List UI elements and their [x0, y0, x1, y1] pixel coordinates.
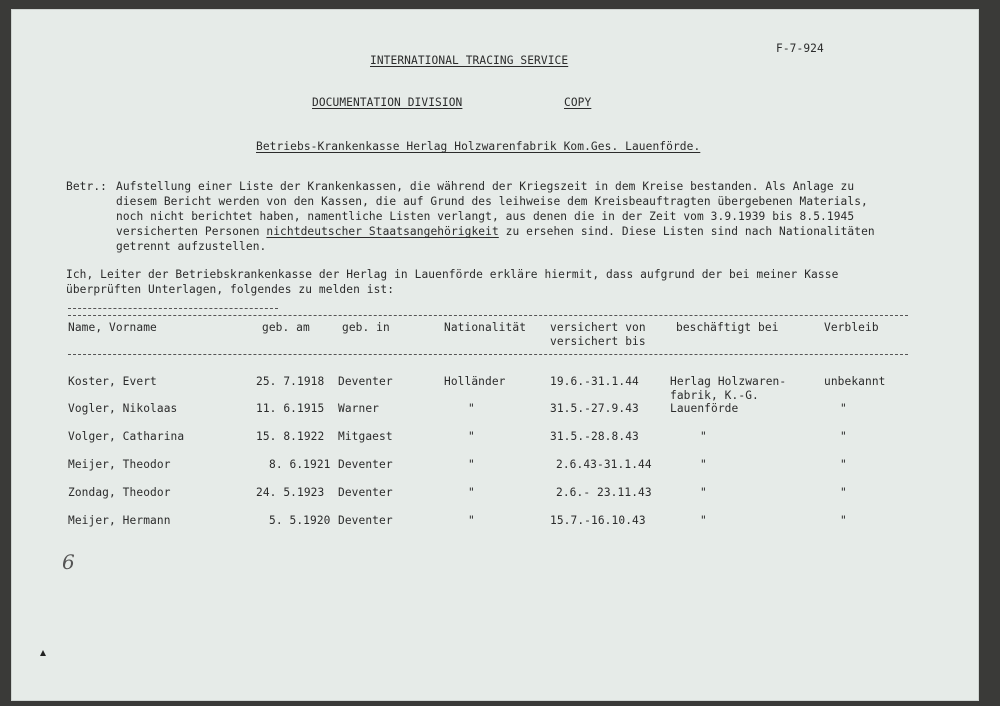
cell-nationality: " — [468, 430, 475, 443]
divider-top — [68, 315, 908, 316]
cell-name: Meijer, Hermann — [68, 514, 171, 527]
betr-line-4: versicherten Personen nichtdeutscher Staatsangehörigkeit zu ersehen sind. Diese Listen sind nach Nationalitäten — [116, 225, 875, 238]
cell-whereabouts: " — [840, 458, 847, 471]
cell-employer-1: " — [700, 514, 707, 527]
cell-whereabouts: " — [840, 486, 847, 499]
betr-line-1: Aufstellung einer Liste der Krankenkassen, die während der Kriegszeit in dem Kreise bestanden. Als Anlage zu — [116, 180, 855, 193]
cell-employer-1: Herlag Holzwaren- — [670, 375, 787, 388]
header-nationality: Nationalität — [444, 321, 527, 334]
header-insured-from: versichert von — [550, 321, 646, 334]
division-title: DOCUMENTATION DIVISION — [312, 96, 463, 109]
statement-line-2: überprüften Unterlagen, folgendes zu melden ist: — [66, 283, 395, 296]
org-title: INTERNATIONAL TRACING SERVICE — [370, 54, 569, 67]
cell-name: Zondag, Theodor — [68, 486, 171, 499]
header-whereabouts: Verbleib — [824, 321, 879, 334]
divider-header — [68, 354, 908, 355]
cell-born-in: Deventer — [338, 486, 393, 499]
header-name: Name, Vorname — [68, 321, 157, 334]
cell-employer-1: " — [700, 486, 707, 499]
cell-born-on: 24. 5.1923 — [256, 486, 325, 499]
betr-line-3: noch nicht berichtet haben, namentliche Listen verlangt, aus denen die in der Zeit vom 3.9.1939 bis 8.5.1945 — [116, 210, 855, 223]
cell-insured: 2.6.- 23.11.43 — [556, 486, 652, 499]
cell-nationality: Holländer — [444, 375, 506, 388]
cell-insured: 31.5.-28.8.43 — [550, 430, 639, 443]
divider-short — [68, 308, 278, 309]
cell-name: Koster, Evert — [68, 375, 157, 388]
cell-name: Vogler, Nikolaas — [68, 402, 178, 415]
cell-nationality: " — [468, 402, 475, 415]
cell-employer-1: " — [700, 430, 707, 443]
header-born-in: geb. in — [342, 321, 390, 334]
cell-born-on: 15. 8.1922 — [256, 430, 325, 443]
cell-whereabouts: " — [840, 514, 847, 527]
cell-name: Meijer, Theodor — [68, 458, 171, 471]
cell-nationality: " — [468, 486, 475, 499]
cell-employer-2: fabrik, K.-G. — [670, 389, 759, 402]
cell-insured: 19.6.-31.1.44 — [550, 375, 639, 388]
cell-whereabouts: unbekannt — [824, 375, 886, 388]
cell-born-in: Warner — [338, 402, 380, 415]
header-insured-to: versichert bis — [550, 335, 646, 348]
document-page — [12, 10, 978, 700]
cell-born-in: Mitgaest — [338, 430, 393, 443]
cell-born-on: 11. 6.1915 — [256, 402, 325, 415]
cell-insured: 2.6.43-31.1.44 — [556, 458, 652, 471]
cell-name: Volger, Catharina — [68, 430, 185, 443]
cell-born-on: 8. 6.1921 — [269, 458, 331, 471]
punch-mark-icon — [40, 650, 46, 656]
cell-insured: 15.7.-16.10.43 — [550, 514, 646, 527]
cell-insured: 31.5.-27.9.43 — [550, 402, 639, 415]
header-employer: beschäftigt bei — [676, 321, 779, 334]
cell-nationality: " — [468, 514, 475, 527]
cell-whereabouts: " — [840, 402, 847, 415]
betr-label: Betr.: — [66, 180, 108, 193]
subject-line: Betriebs-Krankenkasse Herlag Holzwarenfabrik Kom.Ges. Lauenförde. — [256, 140, 701, 153]
handwritten-mark: 6 — [62, 550, 75, 574]
cell-employer-1: " — [700, 458, 707, 471]
cell-born-in: Deventer — [338, 375, 393, 388]
betr-line-5: getrennt aufzustellen. — [116, 240, 267, 253]
cell-born-on: 5. 5.1920 — [269, 514, 331, 527]
cell-whereabouts: " — [840, 430, 847, 443]
cell-born-in: Deventer — [338, 514, 393, 527]
cell-employer-3: Lauenförde — [670, 402, 739, 415]
statement-line-1: Ich, Leiter der Betriebskrankenkasse der Herlag in Lauenförde erkläre hiermit, dass aufgrund der bei meiner Kasse — [66, 268, 839, 281]
copy-label: COPY — [564, 96, 592, 109]
header-born-on: geb. am — [262, 321, 310, 334]
reference-number: F-7-924 — [776, 42, 824, 55]
cell-born-on: 25. 7.1918 — [256, 375, 325, 388]
cell-born-in: Deventer — [338, 458, 393, 471]
cell-nationality: " — [468, 458, 475, 471]
betr-line-2: diesem Bericht werden von den Kassen, die auf Grund des leihweise dem Kreisbeauftragten übergebenen Materials, — [116, 195, 868, 208]
